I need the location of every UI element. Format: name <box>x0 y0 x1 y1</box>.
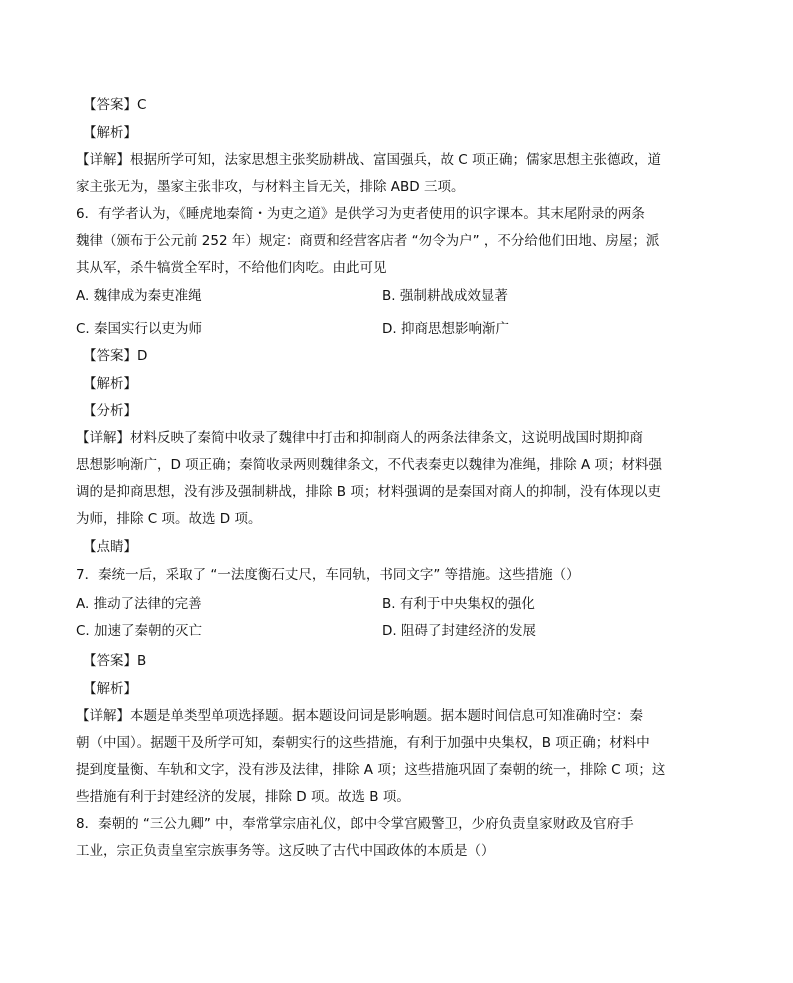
detail-line: 些措施有利于封建经济的发展，排除 D 项。故选 B 项。 <box>76 789 410 805</box>
option-b: B. 有利于中央集权的强化 <box>382 596 535 612</box>
detail-line: 调的是抑商思想，没有涉及强制耕战，排除 B 项；材料强调的是秦国对商人的抑制，没有体现以吏 <box>76 484 661 500</box>
analysis-label-q7: 【解析】 <box>83 681 137 697</box>
answer-label-q7: 【答案】B <box>83 653 147 669</box>
question-6-stem: 魏律（颁布于公元前 252 年）规定：商贾和经营客店者 “勿令为户” ，不分给他们田地、房屋；派 <box>76 233 660 249</box>
question-8-stem: 8．秦朝的 “三公九卿” 中，奉常掌宗庙礼仪，郎中令掌宫殿警卫，少府负责皇家财政及官府手 <box>76 816 634 832</box>
answer-label-q6: 【答案】D <box>83 348 148 364</box>
question-8-stem: 工业，宗正负责皇室宗族事务等。这反映了古代中国政体的本质是（） <box>76 843 495 859</box>
detail-line: 提到度量衡、车轨和文字，没有涉及法律，排除 A 项；这些措施巩固了秦朝的统一，排除 C 项；这 <box>76 762 666 778</box>
detail-line: 家主张无为，墨家主张非攻，与材料主旨无关，排除 ABD 三项。 <box>76 179 465 195</box>
option-c: C. 秦国实行以吏为师 <box>76 321 203 337</box>
detail-line: 【详解】本题是单类型单项选择题。据本题设问词是影响题。据本题时间信息可知准确时空：秦 <box>76 708 643 724</box>
question-6-stem: 其从军，杀牛犒赏全军时，不给他们肉吃。由此可见 <box>76 260 387 276</box>
option-b: B. 强制耕战成效显著 <box>382 288 508 304</box>
option-d: D. 阻碍了封建经济的发展 <box>382 623 536 639</box>
fenxi-label-q6: 【分析】 <box>83 403 137 419</box>
analysis-label-q6: 【解析】 <box>83 376 137 392</box>
question-6-stem: 6．有学者认为，《睡虎地秦简・为吏之道》是供学习为吏者使用的识字课本。其末尾附录的两条 <box>76 206 645 222</box>
detail-line: 朝（中国）。据题干及所学可知，秦朝实行的这些措施，有利于加强中央集权，B 项正确；材料中 <box>76 735 650 751</box>
detail-line: 思想影响渐广，D 项正确；秦简收录两则魏律条文，不代表秦吏以魏律为准绳，排除 A 项；材料强 <box>76 457 663 473</box>
answer-label-q5: 【答案】C <box>83 97 147 113</box>
detail-line: 【详解】根据所学可知，法家思想主张奖励耕战、富国强兵，故 C 项正确；儒家思想主张德政，道 <box>76 152 662 168</box>
option-a: A. 推动了法律的完善 <box>76 596 202 612</box>
option-a: A. 魏律成为秦吏准绳 <box>76 288 202 304</box>
dianjing-label-q6: 【点睛】 <box>83 539 137 555</box>
option-d: D. 抑商思想影响渐广 <box>382 321 509 337</box>
detail-line: 【详解】材料反映了秦简中收录了魏律中打击和抑制商人的两条法律条文，这说明战国时期抑商 <box>76 430 643 446</box>
question-7-stem: 7．秦统一后，采取了 “一法度衡石丈尺，车同轨，书同文字” 等措施。这些措施（） <box>76 567 580 583</box>
analysis-label-q5: 【解析】 <box>83 125 137 141</box>
option-c: C. 加速了秦朝的灭亡 <box>76 623 203 639</box>
detail-line: 为师，排除 C 项。故选 D 项。 <box>76 511 262 527</box>
